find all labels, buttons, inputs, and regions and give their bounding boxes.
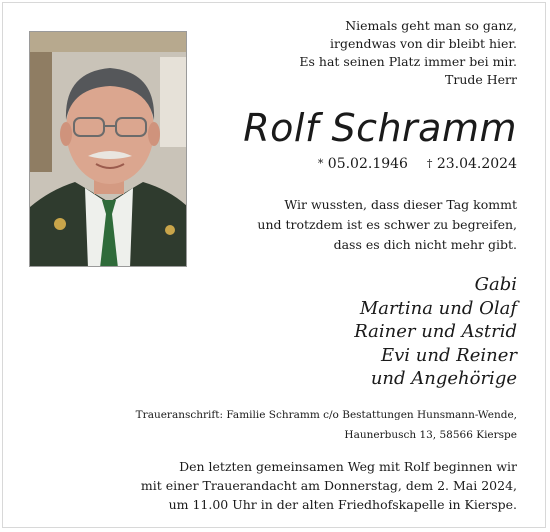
survivor-line: Gabi <box>474 274 517 295</box>
portrait-illustration <box>30 32 187 267</box>
mourning-address <box>136 405 517 445</box>
life-dates <box>318 155 517 173</box>
address-line: Haunerbusch 13, 58566 Kierspe <box>344 429 517 441</box>
survivor-line: Evi und Reiner <box>380 344 517 366</box>
message-block <box>257 195 517 255</box>
death-symbol: † <box>426 157 433 170</box>
service-line: mit einer Trauerandacht am Donnerstag, dem 2. Mai 2024, <box>140 478 517 493</box>
death-date: 23.04.2024 <box>436 156 517 172</box>
quote-line: irgendwas von dir bleibt hier. <box>330 36 517 51</box>
quote-line: Es hat seinen Platz immer bei mir. <box>299 54 517 69</box>
quote-author: Trude Herr <box>445 72 517 87</box>
survivor-line: und Angehörige <box>370 368 517 389</box>
quote-block <box>299 17 517 89</box>
obituary-card <box>2 2 546 528</box>
deceased-name: Rolf Schramm <box>243 106 517 150</box>
message-line: Wir wussten, dass dieser Tag kommt <box>284 197 517 212</box>
service-line: Den letzten gemeinsamen Weg mit Rolf beginnen wir <box>179 459 517 474</box>
survivors-block <box>354 273 517 391</box>
survivor-line: Martina und Olaf <box>359 297 517 319</box>
quote-line: Niemals geht man so ganz, <box>345 18 517 33</box>
address-line: Traueranschrift: Familie Schramm c/o Bestattungen Hunsmann-Wende, <box>135 409 517 421</box>
birth-date: 05.02.1946 <box>327 156 408 172</box>
birth-symbol: * <box>317 157 324 170</box>
survivor-line: Rainer und Astrid <box>354 321 517 342</box>
message-line: und trotzdem ist es schwer zu begreifen, <box>257 217 517 232</box>
service-info <box>141 457 517 514</box>
service-line: um 11.00 Uhr in der alten Friedhofskapelle in Kierspe. <box>168 497 517 512</box>
portrait-photo <box>29 31 187 267</box>
message-line: dass es dich nicht mehr gibt. <box>333 237 517 252</box>
